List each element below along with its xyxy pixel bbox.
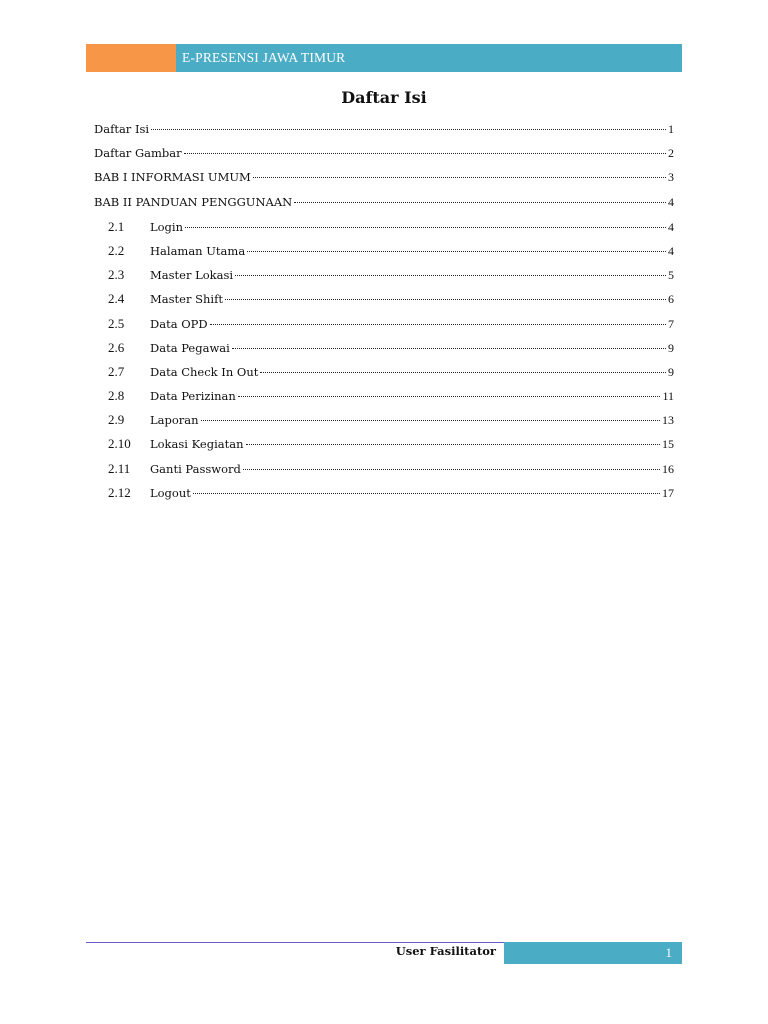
toc-entry[interactable] xyxy=(94,412,674,436)
header-teal-block xyxy=(176,44,682,72)
toc-entry-page: 9 xyxy=(668,340,674,355)
toc-entry-label: Master Shift xyxy=(150,292,223,307)
toc-entry-label: Lokasi Kegiatan xyxy=(150,437,244,452)
footer-line xyxy=(86,942,504,943)
toc-dot-leader xyxy=(201,420,660,421)
toc-dot-leader xyxy=(210,324,666,325)
toc-entry-label: BAB I INFORMASI UMUM xyxy=(94,170,251,185)
header-title: E-PRESENSI JAWA TIMUR xyxy=(182,50,346,65)
toc-entry-page: 2 xyxy=(668,146,674,161)
toc-entry-number: 2.1 xyxy=(108,218,125,234)
toc-entry-label: Halaman Utama xyxy=(150,243,246,258)
toc-entry[interactable] xyxy=(94,170,674,194)
toc-entry-label: Data Pegawai xyxy=(150,340,230,355)
toc-entry-page: 4 xyxy=(668,219,674,234)
toc-dot-leader xyxy=(193,493,660,494)
table-of-contents xyxy=(94,122,674,509)
toc-entry[interactable] xyxy=(94,364,674,388)
toc-dot-leader xyxy=(246,444,661,445)
toc-dot-leader xyxy=(238,396,661,397)
toc-entry-page: 11 xyxy=(662,389,674,404)
toc-entry[interactable] xyxy=(94,436,674,460)
toc-dot-leader xyxy=(247,251,666,252)
toc-entry-label: Login xyxy=(150,219,184,234)
toc-entry-number: 2.4 xyxy=(108,291,125,307)
toc-entry-page: 3 xyxy=(668,170,674,185)
toc-entry[interactable] xyxy=(94,195,674,219)
toc-entry-page: 13 xyxy=(662,413,674,428)
toc-entry[interactable] xyxy=(94,219,674,243)
toc-entry-number: 2.5 xyxy=(108,315,125,331)
toc-entry-page: 5 xyxy=(668,268,674,283)
toc-entry-page: 9 xyxy=(668,364,674,379)
footer-page-box xyxy=(504,942,682,964)
toc-entry-label: Ganti Password xyxy=(150,461,241,476)
toc-entry-label: BAB II PANDUAN PENGGUNAAN xyxy=(94,194,293,209)
toc-entry-number: 2.10 xyxy=(108,436,131,452)
toc-entry-label: Logout xyxy=(150,485,191,500)
toc-entry-label: Daftar Gambar xyxy=(94,146,182,161)
toc-dot-leader xyxy=(235,275,666,276)
toc-entry[interactable] xyxy=(94,461,674,485)
toc-dot-leader xyxy=(232,348,666,349)
toc-entry[interactable] xyxy=(94,243,674,267)
header-bar xyxy=(86,44,682,72)
toc-entry[interactable] xyxy=(94,267,674,291)
toc-entry-page: 4 xyxy=(668,194,674,209)
toc-title: Daftar Isi xyxy=(341,88,427,107)
toc-entry-label: Data Perizinan xyxy=(150,389,236,404)
toc-entry[interactable] xyxy=(94,316,674,340)
footer-page-number: 1 xyxy=(665,945,672,960)
toc-entry-page: 15 xyxy=(662,437,674,452)
toc-entry-page: 17 xyxy=(662,485,674,500)
toc-entry[interactable] xyxy=(94,340,674,364)
footer-label: User Fasilitator xyxy=(395,944,496,958)
toc-entry-page: 4 xyxy=(668,243,674,258)
toc-dot-leader xyxy=(184,153,666,154)
toc-entry-number: 2.12 xyxy=(108,484,131,500)
toc-entry-page: 1 xyxy=(668,122,674,136)
toc-entry[interactable] xyxy=(94,291,674,315)
toc-dot-leader xyxy=(253,177,666,178)
toc-dot-leader xyxy=(151,129,666,130)
toc-entry-number: 2.11 xyxy=(108,460,131,476)
toc-entry[interactable] xyxy=(94,122,674,146)
toc-dot-leader xyxy=(260,372,666,373)
toc-dot-leader xyxy=(225,299,666,300)
toc-dot-leader xyxy=(294,202,666,203)
toc-entry-number: 2.9 xyxy=(108,412,125,428)
toc-entry-label: Data Check In Out xyxy=(150,364,259,379)
toc-entry-label: Laporan xyxy=(150,413,199,428)
toc-entry-number: 2.2 xyxy=(108,242,125,258)
toc-entry-page: 6 xyxy=(668,292,674,307)
toc-entry-label: Master Lokasi xyxy=(150,268,234,283)
toc-entry[interactable] xyxy=(94,146,674,170)
toc-entry-page: 16 xyxy=(662,461,674,476)
toc-entry-label: Daftar Isi xyxy=(94,122,150,136)
toc-entry[interactable] xyxy=(94,388,674,412)
toc-entry[interactable] xyxy=(94,485,674,509)
header-orange-block xyxy=(86,44,176,72)
toc-entry-page: 7 xyxy=(668,316,674,331)
toc-entry-label: Data OPD xyxy=(150,316,208,331)
toc-entry-number: 2.6 xyxy=(108,339,125,355)
toc-entry-number: 2.7 xyxy=(108,363,125,379)
toc-dot-leader xyxy=(185,227,666,228)
toc-dot-leader xyxy=(243,469,660,470)
toc-entry-number: 2.8 xyxy=(108,388,125,404)
toc-entry-number: 2.3 xyxy=(108,267,125,283)
